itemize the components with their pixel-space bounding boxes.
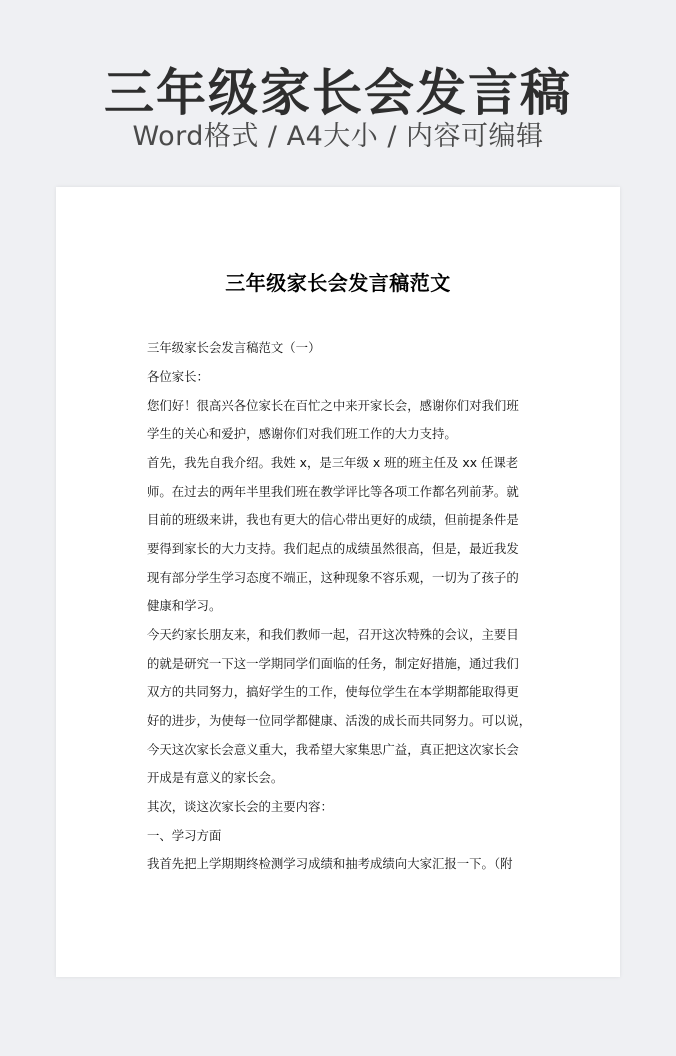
document-heading-line: 三年级家长会发言稿范文（一） — [147, 340, 321, 355]
paragraph-line: 的就是研究一下这一学期同学们面临的任务，制定好措施，通过我们 — [147, 656, 519, 671]
paragraph-line: 我首先把上学期期终检测学习成绩和抽考成绩向大家汇报一下。（附 — [147, 856, 513, 871]
paragraph-line: 好的进步，为使每一位同学都健康、活泼的成长而共同努力。可以说， — [147, 713, 532, 728]
paragraph-line: 今天这次家长会意义重大，我希望大家集思广益，真正把这次家长会 — [147, 742, 519, 757]
section-heading-line: 一、学习方面 — [147, 828, 222, 843]
paragraph-line: 其次，谈这次家长会的主要内容： — [147, 799, 333, 814]
paragraph-line: 目前的班级来讲，我也有更大的信心带出更好的成绩，但前提条件是 — [147, 512, 519, 527]
banner-subtitle: Word格式 / A4大小 / 内容可编辑 — [132, 121, 544, 152]
paragraph-line: 您们好！很高兴各位家长在百忙之中来开家长会，感谢你们对我们班 — [147, 398, 519, 413]
paragraph-line: 要得到家长的大力支持。我们起点的成绩虽然很高，但是，最近我发 — [147, 541, 519, 556]
document-title: 三年级家长会发言稿范文 — [225, 271, 451, 295]
paragraph-line: 健康和学习。 — [147, 598, 222, 613]
paragraph-line: 开成是有意义的家长会。 — [147, 770, 284, 785]
paragraph-line: 双方的共同努力，搞好学生的工作，使每位学生在本学期都能取得更 — [147, 684, 519, 699]
paragraph-line: 首先，我先自我介绍。我姓 x，是三年级 x 班的班主任及 xx 任课老 — [147, 455, 519, 470]
paragraph-line: 师。在过去的两年半里我们班在教学评比等各项工作都名列前茅。就 — [147, 484, 519, 499]
salutation-line: 各位家长： — [147, 369, 209, 384]
paragraph-line: 今天约家长朋友来，和我们教师一起，召开这次特殊的会议，主要目 — [147, 627, 519, 642]
paragraph-line: 学生的关心和爱护，感谢你们对我们班工作的大力支持。 — [147, 426, 457, 441]
paragraph-line: 现有部分学生学习态度不端正，这种现象不容乐观，一切为了孩子的 — [147, 570, 519, 585]
banner-title: 三年级家长会发言稿 — [104, 64, 572, 122]
